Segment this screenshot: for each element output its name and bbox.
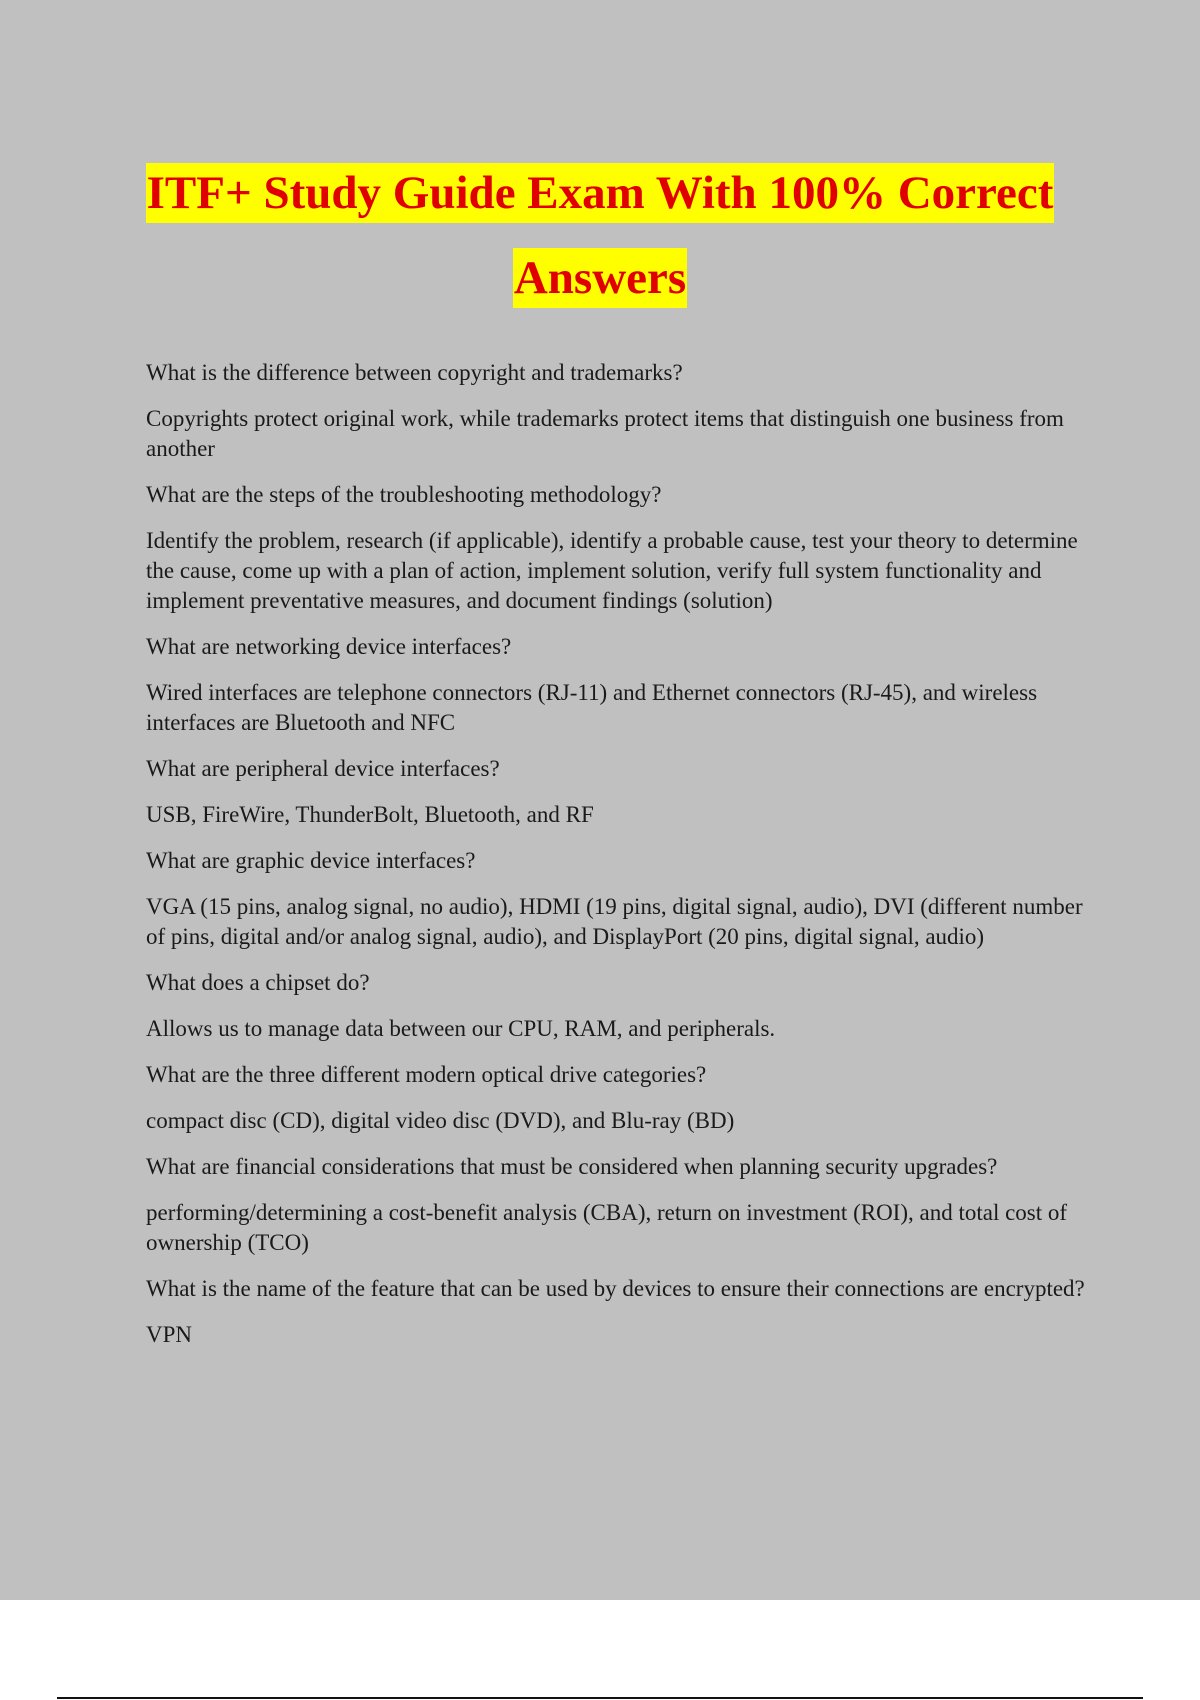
answer-8: performing/determining a cost-benefit analysis (CBA), return on investment (ROI), and total cost of ownership (TCO) bbox=[146, 1200, 1068, 1255]
answer-1: Copyrights protect original work, while trademarks protect items that distinguish one business from another bbox=[146, 406, 1064, 461]
answer-9: VPN bbox=[146, 1322, 193, 1347]
answer-7: compact disc (CD), digital video disc (DVD), and Blu-ray (BD) bbox=[146, 1108, 735, 1133]
qa-list bbox=[146, 358, 1096, 1366]
question-8: What are financial considerations that must be considered when planning security upgrades? bbox=[146, 1154, 998, 1179]
document-title bbox=[0, 163, 1200, 308]
footer-divider bbox=[57, 1697, 1143, 1699]
question-9: What is the name of the feature that can be used by devices to ensure their connections are encrypted? bbox=[146, 1276, 1085, 1301]
title-line-2: Answers bbox=[513, 248, 687, 308]
question-2: What are the steps of the troubleshooting methodology? bbox=[146, 482, 662, 507]
answer-4: USB, FireWire, ThunderBolt, Bluetooth, and RF bbox=[146, 802, 594, 827]
answer-2: Identify the problem, research (if applicable), identify a probable cause, test your theory to determine the cause, come up with a plan of action, implement solution, verify full system functionality and implement preventative measures, and document findings (solution) bbox=[146, 528, 1078, 613]
question-3: What are networking device interfaces? bbox=[146, 634, 512, 659]
question-7: What are the three different modern optical drive categories? bbox=[146, 1062, 707, 1087]
question-4: What are peripheral device interfaces? bbox=[146, 756, 500, 781]
title-line-1: ITF+ Study Guide Exam With 100% Correct bbox=[146, 163, 1055, 223]
answer-3: Wired interfaces are telephone connectors (RJ-11) and Ethernet connectors (RJ-45), and wireless interfaces are Bluetooth and NFC bbox=[146, 680, 1038, 735]
question-6: What does a chipset do? bbox=[146, 970, 370, 995]
question-5: What are graphic device interfaces? bbox=[146, 848, 476, 873]
answer-6: Allows us to manage data between our CPU, RAM, and peripherals. bbox=[146, 1016, 776, 1041]
question-1: What is the difference between copyright and trademarks? bbox=[146, 360, 683, 385]
answer-5: VGA (15 pins, analog signal, no audio), HDMI (19 pins, digital signal, audio), DVI (different number of pins, digital and/or analog signal, audio), and DisplayPort (20 pins, digital signal, audio) bbox=[146, 894, 1083, 949]
